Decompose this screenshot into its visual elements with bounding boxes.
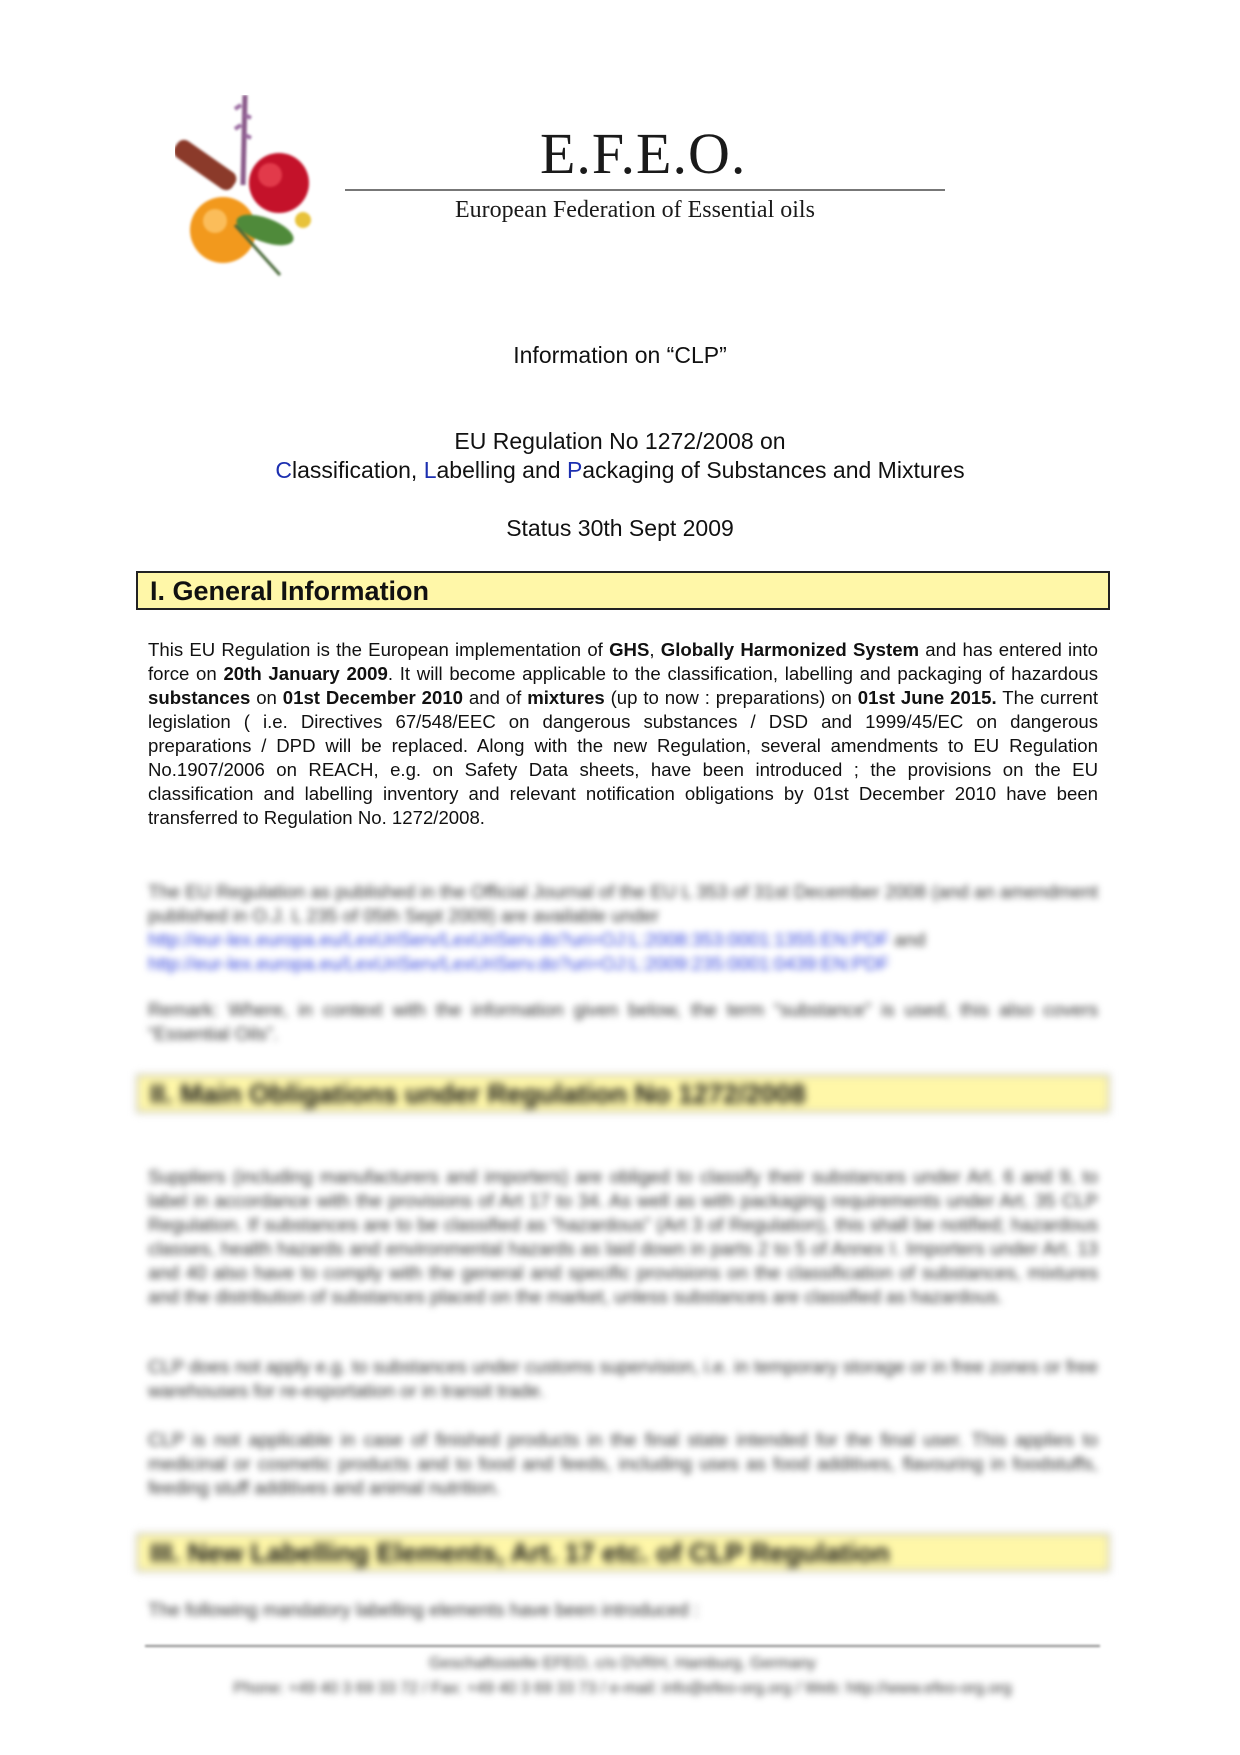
- regulation-title-line1: EU Regulation No 1272/2008 on: [454, 428, 786, 454]
- labelling-intro-paragraph: The following mandatory labelling elements have been introduced :: [148, 1599, 699, 1620]
- status-line: Status 30th Sept 2009: [506, 515, 734, 541]
- text-run: . It will become applicable to the classification, labelling and packaging of hazardous: [387, 663, 1098, 684]
- c-initial: C: [275, 457, 293, 483]
- text-run: ,: [649, 639, 661, 660]
- text-run: (up to now : preparations) on: [604, 687, 858, 708]
- text-run: and of: [463, 687, 528, 708]
- bold-run: 01st December 2010: [282, 687, 464, 708]
- section-heading-text: II. Main Obligations under Regulation No 1272/2008: [150, 1079, 806, 1109]
- org-acronym: E.F.E.O.: [540, 121, 747, 186]
- eurlex-link-1[interactable]: http://eur-lex.europa.eu/LexUriServ/LexUriServ.do?uri=OJ:L:2008:353:0001:1355:EN:PDF: [148, 929, 890, 950]
- oj-reference-paragraph: [148, 880, 1098, 976]
- text-run: on: [250, 687, 283, 708]
- bold-run: substances: [148, 687, 251, 708]
- text-run: and: [894, 929, 926, 950]
- header-rule: [345, 189, 945, 191]
- bold-run: 01st June 2015.: [857, 687, 997, 708]
- remark-paragraph: Remark: Where, in context with the information given below, the term “substance” is used, this also covers “Essential Oils”.: [148, 999, 1098, 1044]
- bold-run: 20th January 2009: [223, 663, 388, 684]
- footer-address: Geschaftsstelle EFEO, c/o DVRH, Hamburg, Germany: [429, 1655, 816, 1672]
- p-initial: P: [566, 457, 583, 483]
- footer-rule: [145, 1645, 1100, 1647]
- org-name: European Federation of Essential oils: [455, 197, 815, 223]
- section-heading-text: I. General Information: [150, 576, 430, 606]
- text-run: and has entered into force on: [148, 639, 1098, 684]
- footer-contact: Phone: +49 40 3 69 33 72 / Fax: +49 40 3 69 33 73 / e-mail: info@efeo-org.org / Web: http://www.efeo-org.org: [233, 1680, 1012, 1697]
- c-rest: lassification,: [292, 457, 424, 483]
- bold-run: mixtures: [527, 687, 605, 708]
- p-rest: ackaging of Substances and Mixtures: [582, 457, 965, 483]
- doc-subject: Information on “CLP”: [513, 342, 727, 368]
- general-info-paragraph: [148, 638, 1098, 830]
- bold-run: GHS: [609, 639, 650, 660]
- text-run: The EU Regulation as published in the Official Journal of the EU L 353 of 31st December 2008 (and an amendment published in O.J. L 235 of 05th Sept 2009) are available under: [148, 881, 1098, 926]
- efeo-logo-illustration: [175, 95, 335, 280]
- eurlex-link-2[interactable]: http://eur-lex.europa.eu/LexUriServ/LexUriServ.do?uri=OJ:L:2009:235:0001:0439:EN:PDF: [148, 953, 890, 974]
- regulation-title-line2: [0, 457, 1240, 484]
- l-rest: abelling and: [436, 457, 567, 483]
- text-run: The current legislation ( i.e. Directives 67/548/EEC on dangerous substances / DSD and 1999/45/EC on dangerous preparations / DPD will be replaced. Along with the new Regulation, several amendments to EU Regulation No.1907/2006 on REACH, e.g. on Safety Data sheets, have been introduced ; the provisions on the EU classification and labelling inventory and relevant notification obligations by 01st December 2010 have been transferred to Regulation No. 1272/2008.: [148, 687, 1099, 828]
- obligations-paragraph: Suppliers (including manufacturers and importers) are obliged to classify their substances under Art. 6 and 9, to label in accordance with the provisions of Art 17 to 34. As well as with packaging requirements under Art. 35 CLP Regulation. If substances are to be classified as “hazardous” (Art 3 of Regulation), this shall be notified; hazardous classes, health hazards and environmental hazards as laid down in parts 2 to 5 of Annex I. Importers under Art. 13 and 40 also have to comply with the general and specific provisions on the classification of substances, mixtures and the distribution of substances placed on the market, unless substances are classified as hazardous.: [148, 1166, 1098, 1307]
- section-heading-text: III. New Labelling Elements, Art. 17 etc. of CLP Regulation: [150, 1538, 890, 1568]
- scope-paragraph: CLP does not apply e.g. to substances under customs supervision, i.e. in temporary storage or in free zones or free warehouses for re-exportation or in transit trade.: [148, 1356, 1098, 1401]
- exemptions-paragraph: CLP is not applicable in case of finished products in the final state intended for the final user. This applies to medicinal or cosmetic products and to food and feeds, including uses as food additives, flavouring in foodstuffs, feeding stuff additives and animal nutrition.: [148, 1429, 1098, 1498]
- bold-run: Globally Harmonized System: [660, 639, 920, 660]
- section-heading-general-info: [136, 571, 1110, 610]
- l-initial: L: [423, 457, 437, 483]
- section-heading-main-obligations: [136, 1074, 1110, 1113]
- section-heading-labelling-elements: [136, 1533, 1110, 1572]
- text-run: This EU Regulation is the European implementation of: [148, 639, 610, 660]
